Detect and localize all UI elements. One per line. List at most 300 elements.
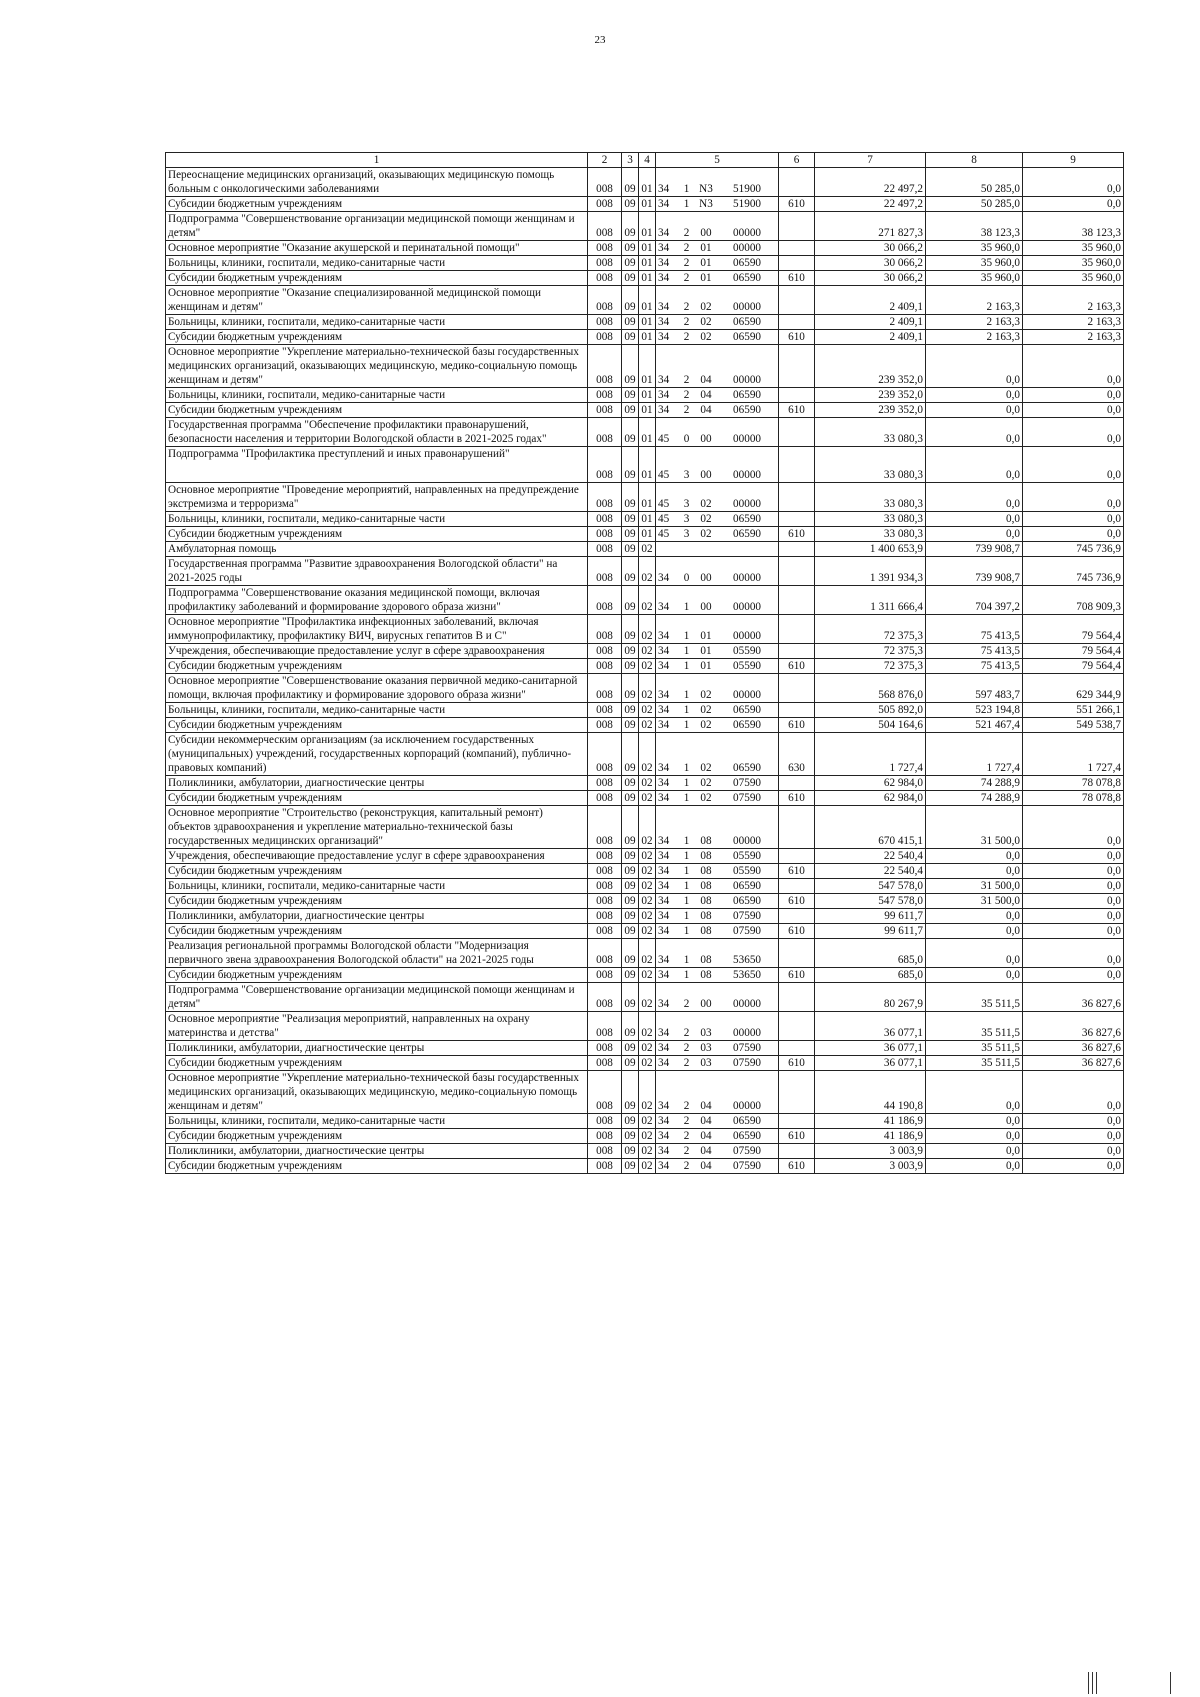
expense-type-code — [779, 241, 815, 256]
target-article-part: 34 — [658, 630, 670, 642]
amount-2022: 35 960,0 — [926, 271, 1023, 286]
amount-2022: 35 960,0 — [926, 241, 1023, 256]
row-name: Субсидии бюджетным учреждениям — [166, 924, 588, 939]
admin-code: 008 — [588, 924, 622, 939]
target-article-part: 2 — [683, 242, 690, 254]
amount-2023: 36 827,6 — [1023, 1012, 1124, 1041]
amount-2022: 0,0 — [926, 388, 1023, 403]
amount-2022: 0,0 — [926, 447, 1023, 483]
target-article-code — [656, 718, 779, 733]
target-article-code — [656, 212, 779, 241]
target-article-part: 34 — [658, 998, 670, 1010]
amount-2021: 239 352,0 — [815, 388, 926, 403]
target-article-part: 01 — [700, 257, 712, 269]
amount-2021: 1 400 653,9 — [815, 542, 926, 557]
header-cell: 6 — [779, 153, 815, 168]
target-article-part: 04 — [700, 374, 712, 386]
expense-type-code: 630 — [779, 733, 815, 776]
target-article-part: 06590 — [733, 1115, 761, 1127]
target-article-code — [656, 403, 779, 418]
subsection-code: 02 — [639, 879, 656, 894]
amount-2021: 33 080,3 — [815, 418, 926, 447]
target-article-part: 02 — [700, 762, 712, 774]
target-article-part: 01 — [700, 660, 712, 672]
target-article-part: 1 — [683, 630, 690, 642]
table-row — [166, 924, 1124, 939]
section-code: 09 — [622, 909, 639, 924]
target-article-part: 06590 — [733, 1130, 761, 1142]
target-article-part: 2 — [683, 1145, 690, 1157]
target-article-part: 45 — [658, 498, 670, 510]
amount-2021: 33 080,3 — [815, 527, 926, 542]
section-code: 09 — [622, 586, 639, 615]
target-article-part: 06590 — [733, 513, 761, 525]
amount-2023: 0,0 — [1023, 924, 1124, 939]
amount-2021: 22 497,2 — [815, 168, 926, 197]
amount-2023: 0,0 — [1023, 1144, 1124, 1159]
amount-2022: 31 500,0 — [926, 894, 1023, 909]
table-row — [166, 512, 1124, 527]
subsection-code: 02 — [639, 557, 656, 586]
table-row — [166, 1041, 1124, 1056]
target-article-part: 07590 — [733, 792, 761, 804]
expense-type-code — [779, 345, 815, 388]
target-article-code — [656, 586, 779, 615]
target-article-part: 05590 — [733, 850, 761, 862]
table-row — [166, 388, 1124, 403]
section-code: 09 — [622, 403, 639, 418]
target-article-part: 07590 — [733, 925, 761, 937]
target-article-part: 00 — [700, 433, 712, 445]
row-name: Государственная программа "Обеспечение профилактики правонарушений, безопасности населения и территории Вологодской области в 2021-2025 годах" — [166, 418, 588, 447]
table-row — [166, 615, 1124, 644]
target-article-part: 08 — [700, 969, 712, 981]
target-article-code — [656, 1012, 779, 1041]
target-article-part: 06590 — [733, 272, 761, 284]
target-article-part: 51900 — [733, 198, 761, 210]
expense-type-code — [779, 776, 815, 791]
target-article-part: 00000 — [733, 469, 761, 481]
expense-type-code — [779, 879, 815, 894]
target-article-part: 02 — [700, 719, 712, 731]
target-article-part: 34 — [658, 954, 670, 966]
section-code: 09 — [622, 983, 639, 1012]
amount-2023: 0,0 — [1023, 345, 1124, 388]
table-row — [166, 1056, 1124, 1071]
section-code: 09 — [622, 864, 639, 879]
target-article-code — [656, 733, 779, 776]
amount-2021: 72 375,3 — [815, 659, 926, 674]
subsection-code: 01 — [639, 286, 656, 315]
subsection-code: 02 — [639, 1144, 656, 1159]
expense-type-code — [779, 212, 815, 241]
target-article-code — [656, 703, 779, 718]
target-article-part: 34 — [658, 645, 670, 657]
target-article-part: 1 — [683, 850, 690, 862]
table-row — [166, 1159, 1124, 1174]
expense-type-code — [779, 615, 815, 644]
target-article-part: 2 — [683, 404, 690, 416]
amount-2023: 0,0 — [1023, 939, 1124, 968]
target-article-part: 00000 — [733, 498, 761, 510]
target-article-part: 3 — [683, 513, 690, 525]
row-name: Переоснащение медицинских организаций, оказывающих медицинскую помощь больным с онкологическими заболеваниями — [166, 168, 588, 197]
target-article-part: 07590 — [733, 910, 761, 922]
target-article-code — [656, 512, 779, 527]
admin-code: 008 — [588, 644, 622, 659]
amount-2023: 36 827,6 — [1023, 1056, 1124, 1071]
subsection-code: 02 — [639, 644, 656, 659]
table-header — [166, 153, 1124, 168]
row-name: Поликлиники, амбулатории, диагностические центры — [166, 776, 588, 791]
target-article-part: 00 — [700, 998, 712, 1010]
expense-type-code — [779, 418, 815, 447]
target-article-part: 02 — [700, 777, 712, 789]
amount-2021: 33 080,3 — [815, 483, 926, 512]
admin-code: 008 — [588, 168, 622, 197]
amount-2022: 75 413,5 — [926, 659, 1023, 674]
section-code: 09 — [622, 718, 639, 733]
target-article-code — [656, 527, 779, 542]
target-article-part: 00000 — [733, 689, 761, 701]
subsection-code: 02 — [639, 1012, 656, 1041]
row-name: Поликлиники, амбулатории, диагностические центры — [166, 1041, 588, 1056]
target-article-code — [656, 315, 779, 330]
target-article-part: 06590 — [733, 331, 761, 343]
target-article-part: 00000 — [733, 572, 761, 584]
amount-2023: 36 827,6 — [1023, 983, 1124, 1012]
expense-type-code — [779, 1114, 815, 1129]
target-article-part: 1 — [683, 719, 690, 731]
subsection-code: 02 — [639, 1056, 656, 1071]
admin-code: 008 — [588, 849, 622, 864]
subsection-code: 02 — [639, 864, 656, 879]
admin-code: 008 — [588, 286, 622, 315]
subsection-code: 01 — [639, 197, 656, 212]
admin-code: 008 — [588, 864, 622, 879]
expense-type-code — [779, 388, 815, 403]
target-article-part: 04 — [700, 1145, 712, 1157]
amount-2021: 568 876,0 — [815, 674, 926, 703]
row-name: Учреждения, обеспечивающие предоставление услуг в сфере здравоохранения — [166, 849, 588, 864]
amount-2021: 99 611,7 — [815, 909, 926, 924]
target-article-code — [656, 776, 779, 791]
target-article-part: 06590 — [733, 704, 761, 716]
target-article-part: 08 — [700, 954, 712, 966]
admin-code: 008 — [588, 894, 622, 909]
section-code: 09 — [622, 644, 639, 659]
row-name: Реализация региональной программы Вологодской области "Модернизация первичного звена здравоохранения Вологодской области" на 2021-2025 годы — [166, 939, 588, 968]
target-article-part: 04 — [700, 1100, 712, 1112]
budget-table — [165, 152, 1124, 1174]
expense-type-code — [779, 644, 815, 659]
target-article-part: 08 — [700, 835, 712, 847]
amount-2021: 99 611,7 — [815, 924, 926, 939]
target-article-part: 03 — [700, 1057, 712, 1069]
table-row — [166, 733, 1124, 776]
subsection-code: 02 — [639, 1041, 656, 1056]
subsection-code: 02 — [639, 733, 656, 776]
amount-2023: 551 266,1 — [1023, 703, 1124, 718]
target-article-part: 34 — [658, 1160, 670, 1172]
expense-type-code — [779, 586, 815, 615]
target-article-part: 34 — [658, 880, 670, 892]
admin-code: 008 — [588, 241, 622, 256]
row-name: Субсидии бюджетным учреждениям — [166, 894, 588, 909]
target-article-code — [656, 644, 779, 659]
table-row — [166, 197, 1124, 212]
section-code: 09 — [622, 1114, 639, 1129]
row-name: Субсидии бюджетным учреждениям — [166, 330, 588, 345]
amount-2022: 35 511,5 — [926, 1056, 1023, 1071]
target-article-code — [656, 806, 779, 849]
target-article-code — [656, 659, 779, 674]
amount-2022: 0,0 — [926, 909, 1023, 924]
section-code: 09 — [622, 659, 639, 674]
table-row — [166, 168, 1124, 197]
expense-type-code — [779, 168, 815, 197]
admin-code: 008 — [588, 330, 622, 345]
expense-type-code — [779, 286, 815, 315]
amount-2023: 745 736,9 — [1023, 557, 1124, 586]
table-row — [166, 483, 1124, 512]
row-name: Поликлиники, амбулатории, диагностические центры — [166, 1144, 588, 1159]
target-article-part: 0 — [683, 572, 690, 584]
amount-2021: 41 186,9 — [815, 1114, 926, 1129]
subsection-code: 02 — [639, 791, 656, 806]
section-code: 09 — [622, 483, 639, 512]
amount-2023: 0,0 — [1023, 894, 1124, 909]
expense-type-code — [779, 674, 815, 703]
amount-2023: 78 078,8 — [1023, 791, 1124, 806]
target-article-part: 34 — [658, 835, 670, 847]
section-code: 09 — [622, 418, 639, 447]
target-article-part: 00000 — [733, 1100, 761, 1112]
amount-2021: 504 164,6 — [815, 718, 926, 733]
section-code: 09 — [622, 1159, 639, 1174]
subsection-code: 02 — [639, 968, 656, 983]
row-name: Больницы, клиники, госпитали, медико-санитарные части — [166, 315, 588, 330]
target-article-part: 34 — [658, 762, 670, 774]
target-article-part: 34 — [658, 777, 670, 789]
expense-type-code — [779, 983, 815, 1012]
section-code: 09 — [622, 924, 639, 939]
amount-2022: 0,0 — [926, 418, 1023, 447]
amount-2021: 505 892,0 — [815, 703, 926, 718]
expense-type-code — [779, 1144, 815, 1159]
amount-2023: 1 727,4 — [1023, 733, 1124, 776]
row-name: Субсидии бюджетным учреждениям — [166, 197, 588, 212]
subsection-code: 01 — [639, 483, 656, 512]
table-row — [166, 718, 1124, 733]
admin-code: 008 — [588, 703, 622, 718]
subsection-code: 02 — [639, 983, 656, 1012]
section-code: 09 — [622, 776, 639, 791]
amount-2022: 0,0 — [926, 939, 1023, 968]
amount-2021: 1 391 934,3 — [815, 557, 926, 586]
expense-type-code: 610 — [779, 197, 815, 212]
amount-2022: 704 397,2 — [926, 586, 1023, 615]
section-code: 09 — [622, 939, 639, 968]
target-article-part: 34 — [658, 704, 670, 716]
target-article-part: 05590 — [733, 660, 761, 672]
header-cell: 9 — [1023, 153, 1124, 168]
target-article-part: 34 — [658, 301, 670, 313]
target-article-part: 45 — [658, 433, 670, 445]
target-article-part: 1 — [683, 777, 690, 789]
amount-2023: 0,0 — [1023, 1159, 1124, 1174]
target-article-part: 01 — [700, 272, 712, 284]
target-article-code — [656, 615, 779, 644]
amount-2023: 0,0 — [1023, 168, 1124, 197]
target-article-part: 04 — [700, 1130, 712, 1142]
row-name: Больницы, клиники, госпитали, медико-санитарные части — [166, 256, 588, 271]
subsection-code: 01 — [639, 418, 656, 447]
subsection-code: 01 — [639, 388, 656, 403]
target-article-code — [656, 849, 779, 864]
table-row — [166, 968, 1124, 983]
target-article-part: 53650 — [733, 954, 761, 966]
target-article-part: 1 — [683, 835, 690, 847]
amount-2022: 0,0 — [926, 924, 1023, 939]
target-article-part: 1 — [683, 910, 690, 922]
table-row — [166, 703, 1124, 718]
amount-2021: 239 352,0 — [815, 345, 926, 388]
row-name: Учреждения, обеспечивающие предоставление услуг в сфере здравоохранения — [166, 644, 588, 659]
header-cell: 4 — [639, 153, 656, 168]
target-article-part: 34 — [658, 969, 670, 981]
page-number: 23 — [594, 34, 606, 46]
amount-2021: 685,0 — [815, 939, 926, 968]
amount-2022: 2 163,3 — [926, 315, 1023, 330]
expense-type-code — [779, 1041, 815, 1056]
amount-2022: 0,0 — [926, 1159, 1023, 1174]
section-code: 09 — [622, 1129, 639, 1144]
amount-2021: 685,0 — [815, 968, 926, 983]
row-name: Подпрограмма "Совершенствование оказания медицинской помощи, включая профилактику заболеваний и формирование здорового образа жизни" — [166, 586, 588, 615]
scan-mark — [1096, 1672, 1097, 1694]
expense-type-code: 610 — [779, 1129, 815, 1144]
expense-type-code: 610 — [779, 403, 815, 418]
target-article-code — [656, 1129, 779, 1144]
section-code: 09 — [622, 557, 639, 586]
amount-2021: 22 497,2 — [815, 197, 926, 212]
target-article-part: 08 — [700, 895, 712, 907]
expense-type-code — [779, 939, 815, 968]
amount-2023: 36 827,6 — [1023, 1041, 1124, 1056]
row-name: Основное мероприятие "Реализация мероприятий, направленных на охрану материнства и детства" — [166, 1012, 588, 1041]
target-article-code — [656, 968, 779, 983]
target-article-part: 34 — [658, 1145, 670, 1157]
table-row — [166, 527, 1124, 542]
target-article-part: 06590 — [733, 880, 761, 892]
target-article-part: 00000 — [733, 374, 761, 386]
row-name: Больницы, клиники, госпитали, медико-санитарные части — [166, 703, 588, 718]
target-article-part: 02 — [700, 498, 712, 510]
subsection-code: 01 — [639, 345, 656, 388]
expense-type-code: 610 — [779, 864, 815, 879]
target-article-code — [656, 1056, 779, 1071]
amount-2022: 0,0 — [926, 1071, 1023, 1114]
target-article-code — [656, 168, 779, 197]
target-article-part: 34 — [658, 1027, 670, 1039]
table-row — [166, 659, 1124, 674]
target-article-code — [656, 345, 779, 388]
target-article-part: 45 — [658, 513, 670, 525]
target-article-part: 06590 — [733, 528, 761, 540]
amount-2022: 0,0 — [926, 527, 1023, 542]
subsection-code: 02 — [639, 806, 656, 849]
table-row — [166, 806, 1124, 849]
section-code: 09 — [622, 849, 639, 864]
subsection-code: 02 — [639, 586, 656, 615]
row-name: Государственная программа "Развитие здравоохранения Вологодской области" на 2021-2025 годы — [166, 557, 588, 586]
amount-2022: 0,0 — [926, 968, 1023, 983]
subsection-code: 01 — [639, 330, 656, 345]
expense-type-code: 610 — [779, 659, 815, 674]
section-code: 09 — [622, 615, 639, 644]
target-article-code — [656, 271, 779, 286]
table-row — [166, 345, 1124, 388]
amount-2023: 0,0 — [1023, 1114, 1124, 1129]
target-article-part: 07590 — [733, 1042, 761, 1054]
subsection-code: 01 — [639, 315, 656, 330]
target-article-part: 34 — [658, 895, 670, 907]
expense-type-code: 610 — [779, 1159, 815, 1174]
target-article-code — [656, 418, 779, 447]
amount-2021: 30 066,2 — [815, 256, 926, 271]
admin-code: 008 — [588, 983, 622, 1012]
amount-2021: 33 080,3 — [815, 447, 926, 483]
section-code: 09 — [622, 542, 639, 557]
table-row — [166, 418, 1124, 447]
amount-2022: 0,0 — [926, 483, 1023, 512]
row-name: Основное мероприятие "Проведение мероприятий, направленных на предупреждение экстремизма и терроризма" — [166, 483, 588, 512]
row-name: Субсидии некоммерческим организациям (за исключением государственных (муниципальных) учреждений, государственных корпораций (компаний), публично-правовых компаний) — [166, 733, 588, 776]
target-article-part: 00 — [700, 469, 712, 481]
expense-type-code — [779, 447, 815, 483]
amount-2023: 0,0 — [1023, 968, 1124, 983]
amount-2021: 36 077,1 — [815, 1012, 926, 1041]
amount-2023: 0,0 — [1023, 1071, 1124, 1114]
table-row — [166, 644, 1124, 659]
admin-code: 008 — [588, 659, 622, 674]
target-article-part: 2 — [683, 1027, 690, 1039]
target-article-part: 04 — [700, 404, 712, 416]
amount-2021: 239 352,0 — [815, 403, 926, 418]
row-name: Поликлиники, амбулатории, диагностические центры — [166, 909, 588, 924]
target-article-part: 3 — [683, 498, 690, 510]
amount-2021: 3 003,9 — [815, 1144, 926, 1159]
amount-2023: 79 564,4 — [1023, 615, 1124, 644]
table-row — [166, 212, 1124, 241]
amount-2022: 38 123,3 — [926, 212, 1023, 241]
row-name: Больницы, клиники, госпитали, медико-санитарные части — [166, 512, 588, 527]
section-code: 09 — [622, 1071, 639, 1114]
target-article-part: 02 — [700, 528, 712, 540]
target-article-part: 2 — [683, 1160, 690, 1172]
amount-2023: 0,0 — [1023, 447, 1124, 483]
table-row — [166, 1129, 1124, 1144]
expense-type-code: 610 — [779, 1056, 815, 1071]
target-article-part: 0 — [683, 433, 690, 445]
section-code: 09 — [622, 241, 639, 256]
target-article-part: 00 — [700, 227, 712, 239]
table-row — [166, 879, 1124, 894]
target-article-part: 3 — [683, 528, 690, 540]
admin-code: 008 — [588, 615, 622, 644]
admin-code: 008 — [588, 512, 622, 527]
